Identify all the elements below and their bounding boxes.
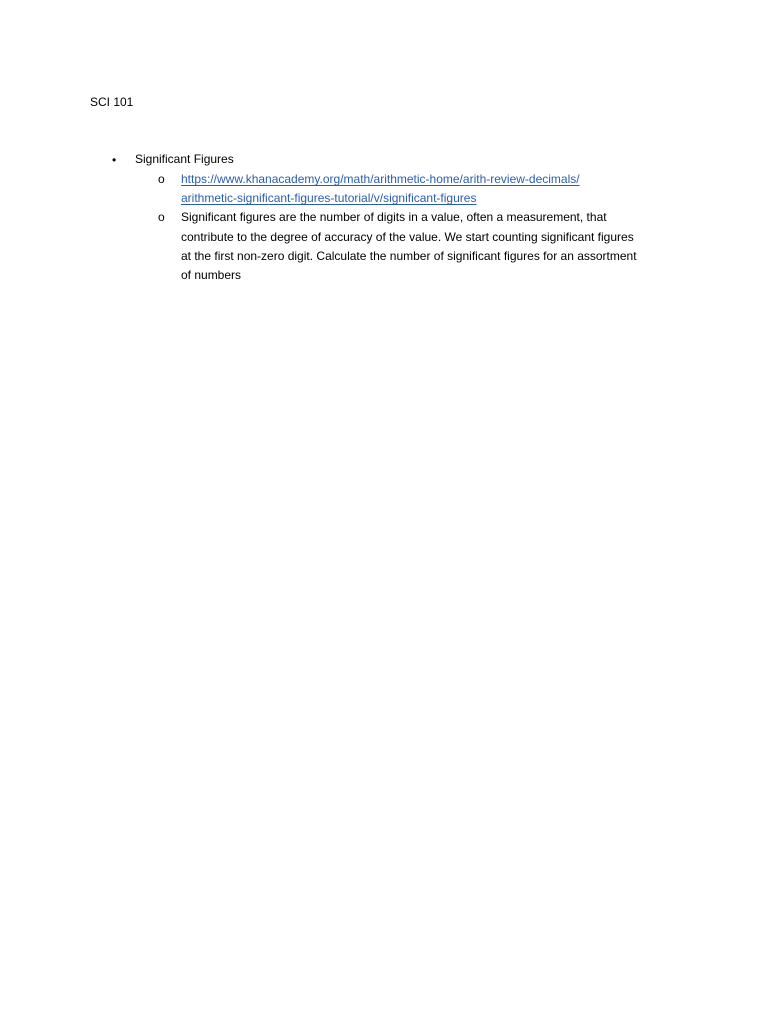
description-line-3: at the first non-zero digit. Calculate the number of significant figures for an assortment	[181, 248, 637, 263]
link-container	[181, 170, 673, 208]
description-line-1: Significant figures are the number of digits in a value, often a measurement, that	[181, 210, 607, 225]
description-paragraph	[181, 208, 673, 285]
description-line-4: of numbers	[181, 268, 242, 283]
link-line-2: arithmetic-significant-figures-tutorial/v/significant-figures	[181, 191, 477, 206]
topic-label: Significant Figures	[135, 152, 234, 166]
sub-list-item-description	[0, 208, 768, 285]
bullet-dot-icon: •	[112, 153, 117, 167]
course-title: SCI 101	[90, 95, 134, 109]
description-line-2: contribute to the degree of accuracy of the value. We start counting significant figures	[181, 229, 634, 244]
bullet-o-icon: o	[158, 210, 165, 225]
bullet-o-icon: o	[158, 172, 165, 186]
link-line-1: https://www.khanacademy.org/math/arithmetic-home/arith-review-decimals/	[181, 172, 580, 186]
khan-academy-link[interactable]	[181, 170, 673, 208]
sub-list-item-link	[0, 170, 768, 208]
list-item-significant-figures	[0, 151, 768, 170]
outline-list	[0, 151, 768, 285]
